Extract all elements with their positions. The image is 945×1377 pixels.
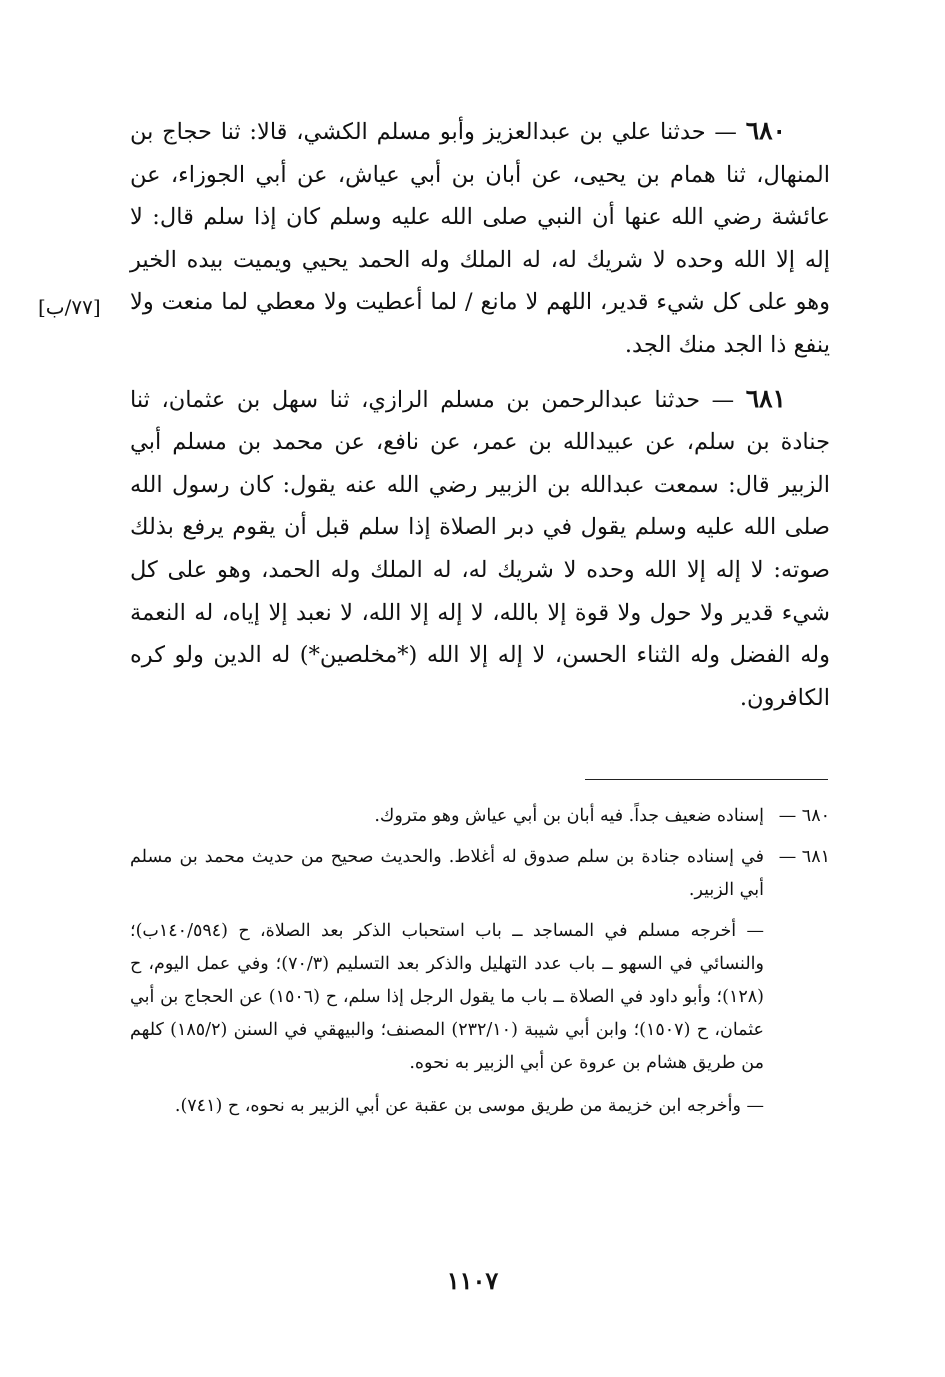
hadith-number: ٦٨١ <box>745 383 786 413</box>
page-number: ١١٠٧ <box>446 1266 499 1295</box>
hadith-680 <box>130 110 830 367</box>
main-text <box>130 110 830 719</box>
footnote-number: ٦٨٠ — <box>778 806 830 826</box>
footnote-text: إسناده ضعيف جداً. فيه أبان بن أبي عياش وهو متروك. <box>374 806 764 826</box>
takhrij-note: — وأخرجه ابن خزيمة من طريق موسى بن عقبة عن أبي الزبير به نحوه، ح (٧٤١). <box>174 1096 764 1116</box>
footnote-separator <box>585 779 828 780</box>
hadith-text: — حدثنا علي بن عبدالعزيز وأبو مسلم الكشي، قالا: ثنا حجاج بن المنهال، ثنا همام بن يحيى، عن أبان بن أبي عياش، عن أبي الجوزاء، عن عائشة رضي الله عنها أن النبي صلى الله عليه وسلم كان إذا سلم قال: لا إله إلا الله وحده لا شريك له، له الملك وله الحمد يحيي ويميت بيده الخير وهو على كل شيء قدير، اللهم لا مانع / لما أعطيت ولا معطي لما منعت ولا ينفع ذا الجد منك الجد. <box>130 119 830 358</box>
footnote-text: في إسناده جنادة بن سلم صدوق له أغلاط. والحديث صحيح من حديث محمد بن مسلم أبي الزبير. <box>130 847 764 900</box>
footnote-681 <box>130 841 830 907</box>
footnote-680 <box>130 800 830 833</box>
manuscript-folio-reference: [٧٧/ب] <box>38 295 101 319</box>
footnotes <box>130 800 830 1133</box>
hadith-681 <box>130 378 830 720</box>
hadith-text: — حدثنا عبدالرحمن بن مسلم الرازي، ثنا سهل بن عثمان، ثنا جنادة بن سلم، عن عبيدالله بن عمر، عن نافع، عن محمد بن مسلم أبي الزبير قال: سمعت عبدالله بن الزبير رضي الله عنه يقول: كان رسول الله صلى الله عليه وسلم يقول في دبر الصلاة إذا سلم قبل أن يقوم يرفع بذلك صوته: لا إله إلا الله وحده لا شريك له، له الملك وله الحمد، وهو على كل شيء قدير ولا حول ولا قوة إلا بالله، لا إله إلا الله، لا نعبد إلا إياه، له النعمة وله الفضل وله الثناء الحسن، لا إله إلا الله (*مخلصين*) له الدين ولو كره الكافرون. <box>130 386 830 711</box>
hadith-number: ٦٨٠ <box>745 116 786 145</box>
footnote-number: ٦٨١ — <box>778 847 830 867</box>
takhrij-note: — أخرجه مسلم في المساجد ــ باب استحباب الذكر بعد الصلاة، ح (١٤٠/٥٩٤ب)؛ والنسائي في السهو ــ باب عدد التهليل والذكر بعد التسليم (٧٠/٣)؛ وفي عمل اليوم، ح (١٢٨)؛ وأبو داود في الصلاة ــ باب ما يقول الرجل إذا سلم، ح (١٥٠٦) عن الحجاج بن أبي عثمان، ح (١٥٠٧)؛ وابن أبي شيبة (٢٣٢/١٠) المصنف؛ والبيهقي في السنن (١٨٥/٢) كلهم من طريق هشام بن عروة عن أبي الزبير به نحوه. <box>130 921 764 1073</box>
